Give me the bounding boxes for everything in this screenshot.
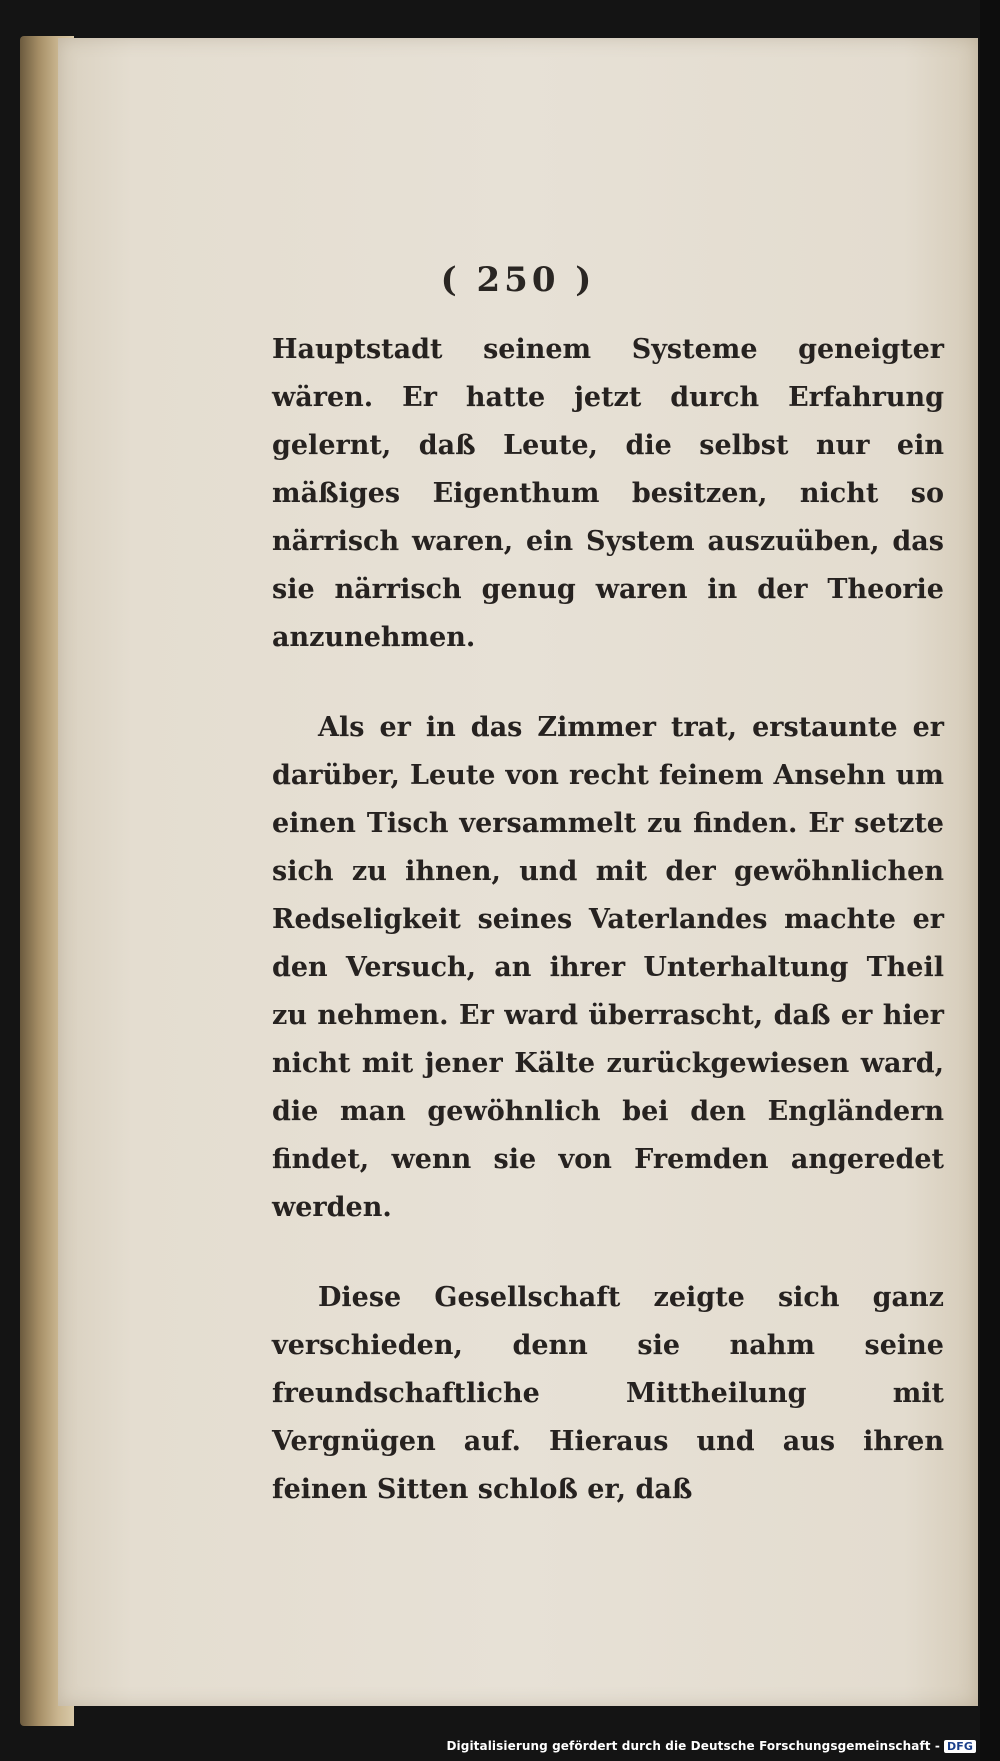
- scan-border: [980, 0, 1000, 1761]
- paragraph-1: Hauptstadt seinem Systeme geneigter wären. Er hatte jetzt durch Erfahrung gelernt, daß Leute, die selbst nur ein mäßiges Eigenthum besitzen, nicht so närrisch waren, ein System auszuüben, das sie närrisch genug waren in der Theorie anzunehmen.: [272, 334, 944, 653]
- paragraph-gap: [272, 1232, 944, 1274]
- credit-text: Digitalisierung gefördert durch die Deutsche Forschungsgemeinschaft -: [446, 1739, 941, 1753]
- book-page: [58, 38, 978, 1706]
- body-text: [272, 326, 944, 1514]
- paragraph-3: Diese Gesellschaft zeigte sich ganz verschieden, denn sie nahm seine freundschaftliche Mittheilung mit Vergnügen auf. Hieraus und aus ihren feinen Sitten schloß er, daß: [272, 1282, 944, 1505]
- paragraph-gap: [272, 662, 944, 704]
- paragraph-2: Als er in das Zimmer trat, erstaunte er darüber, Leute von recht feinem Ansehn um einen Tisch versammelt zu finden. Er setzte sich zu ihnen, und mit der gewöhnlichen Redseligkeit seines Vaterlandes machte er den Versuch, an ihrer Unterhaltung Theil zu nehmen. Er ward überrascht, daß er hier nicht mit jener Kälte zurückgewiesen ward, die man gewöhnlich bei den Engländern findet, wenn sie von Fremden angeredet werden.: [272, 712, 944, 1223]
- dfg-logo: DFG: [944, 1740, 976, 1753]
- digitization-credit: [447, 1739, 977, 1753]
- page-number: ( 250 ): [440, 260, 596, 300]
